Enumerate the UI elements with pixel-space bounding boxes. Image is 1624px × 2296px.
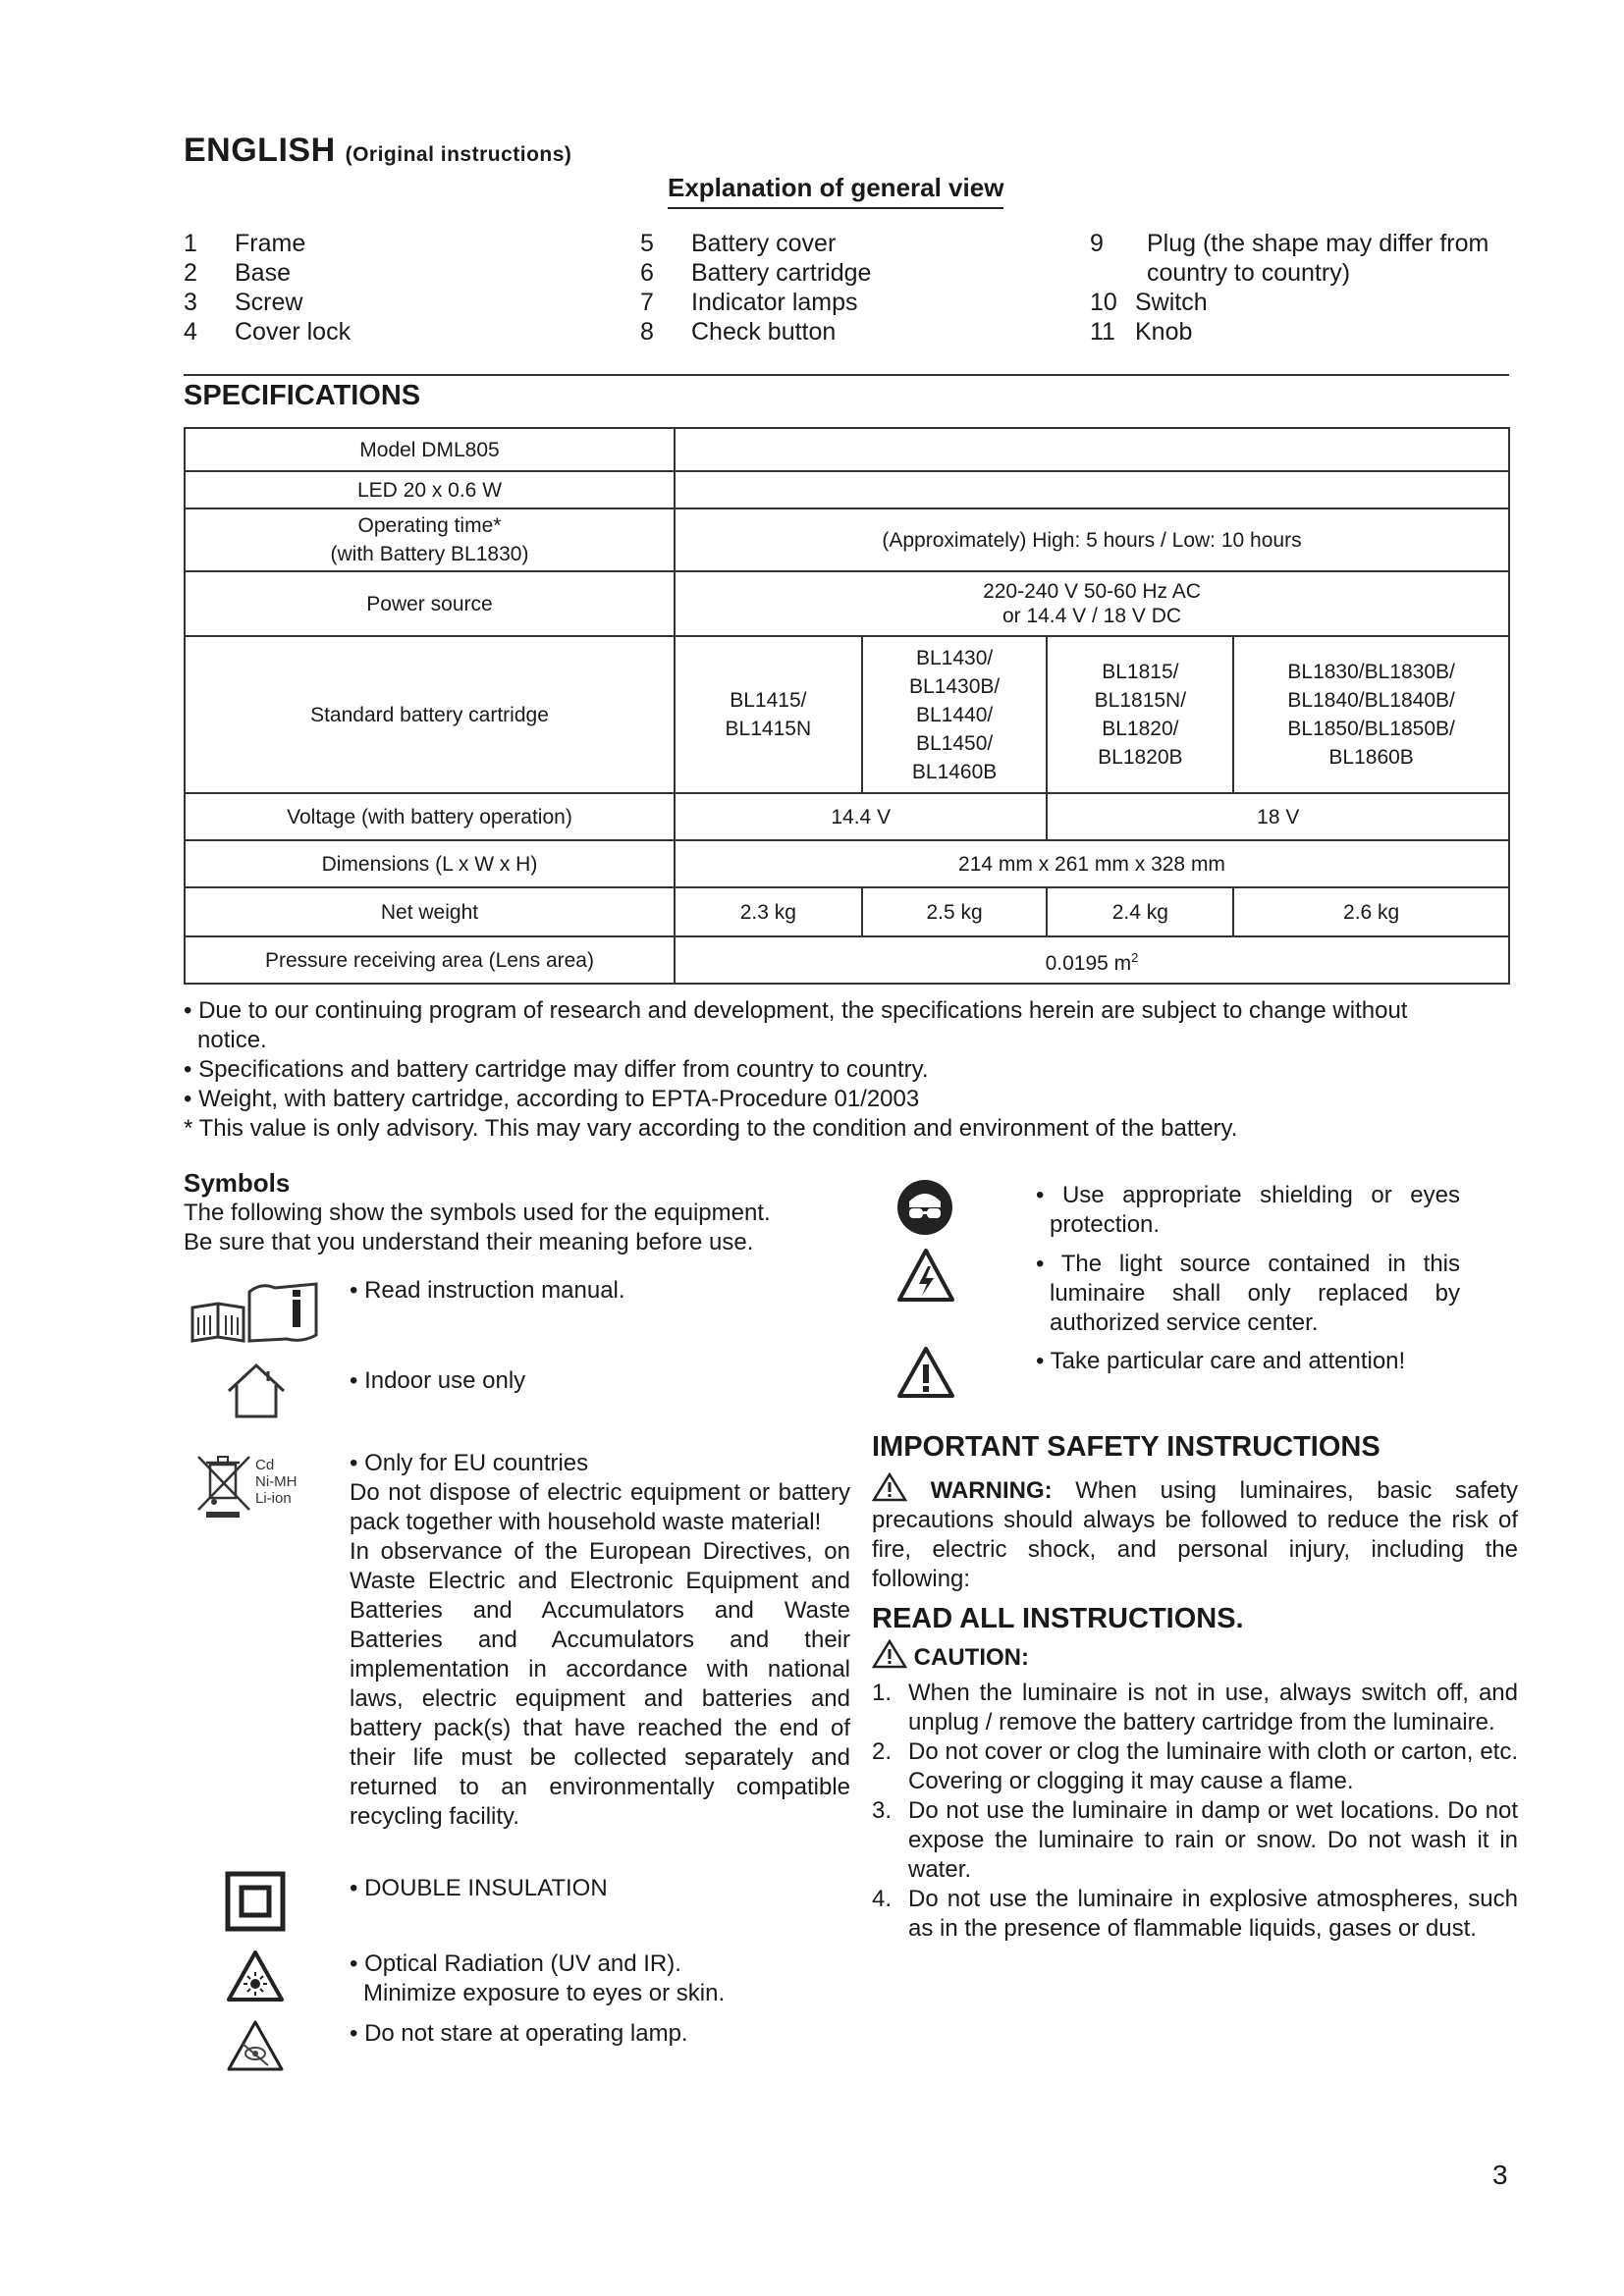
eu-disposal-text: • Only for EU countries Do not dispose of electric equipment or battery pack together with household waste material! In observance of the European Directives, on Waste Electric and Electronic Equipment and Batteries and Accumulators and Waste Batteries and Accumulators and their implementation in accordance with national laws, electric equipment and batteries and battery pack(s) that have reached the end of their life must be collected separately and returned to an environmentally compatible recycling facility. [350, 1450, 850, 1830]
empty-cell [675, 428, 1509, 471]
voltage-value-18v: 18 V [1047, 793, 1509, 840]
table-row [185, 840, 1509, 887]
page-number: 3 [1492, 2160, 1508, 2190]
do-not-stare-icon [225, 2018, 286, 2073]
battery-col-2: BL1430/ BL1430B/ BL1440/ BL1450/ BL1460B [862, 636, 1048, 793]
warning-paragraph [872, 1472, 1518, 1594]
warning-label: WARNING: [930, 1477, 1053, 1504]
crossed-bin-icon [194, 1451, 257, 1522]
double-insulation-text: • DOUBLE INSULATION [350, 1875, 608, 1901]
list-item: 2. Do not cover or clog the luminaire with cloth or carton, etc. Covering or clogging it may cause a flame. [872, 1738, 1518, 1794]
caution-icon [872, 1639, 907, 1669]
read-manual-icon [189, 1276, 326, 1347]
part-item: 6 Battery cartridge [640, 259, 872, 287]
optical-radiation-warning-icon [225, 1949, 286, 2003]
list-item: 3. Do not use the luminaire in damp or wet locations. Do not expose the luminaire to rain or snow. Do not wash it in water. [872, 1797, 1518, 1883]
caution-heading: CAUTION: [872, 1639, 1029, 1673]
weight-value: 2.3 kg [675, 887, 862, 936]
parts-list-col-1 [184, 229, 351, 347]
note: • Weight, with battery cartridge, according to EPTA-Procedure 01/2003 [184, 1086, 920, 1112]
battery-col-3: BL1815/ BL1815N/ BL1820/ BL1820B [1047, 636, 1233, 793]
eye-protection-icon [895, 1178, 954, 1237]
spec-notes [184, 996, 1519, 1144]
part-item: 8 Check button [640, 318, 837, 346]
parts-list-col-3 [1090, 229, 1489, 347]
warning-icon [872, 1472, 907, 1502]
symbols-heading: Symbols [184, 1168, 291, 1198]
caution-list [872, 1679, 1518, 1944]
indoor-text: • Indoor use only [350, 1367, 526, 1394]
warning-text: When using luminaires, basic safety precautions should always be followed to reduce the risk of fire, electric shock, and personal injury, including the following: [872, 1477, 1518, 1592]
table-row [185, 428, 1509, 471]
battery-col-1: BL1415/ BL1415N [675, 636, 862, 793]
model-cell: Model DML805 [185, 428, 675, 471]
part-item-continuation: country to country) [1147, 259, 1351, 287]
voltage-value-14v: 14.4 V [675, 793, 1048, 840]
part-item: 2 Base [184, 259, 291, 287]
weight-value: 2.4 kg [1047, 887, 1233, 936]
part-item: 4 Cover lock [184, 318, 352, 346]
general-view-title: Explanation of general view [668, 173, 1003, 209]
power-source-value: 220-240 V 50-60 Hz AC or 14.4 V / 18 V DC [675, 571, 1509, 636]
read-all-heading: READ ALL INSTRUCTIONS. [872, 1603, 1244, 1634]
empty-cell [675, 471, 1509, 508]
table-row [185, 571, 1509, 636]
part-item: 10 Switch [1090, 289, 1208, 316]
table-row [185, 471, 1509, 508]
optical-radiation-text: • Optical Radiation (UV and IR). Minimize exposure to eyes or skin. [350, 1950, 726, 2006]
battery-label: Standard battery cartridge [185, 636, 675, 793]
voltage-label: Voltage (with battery operation) [185, 793, 675, 840]
part-item: 5 Battery cover [640, 230, 837, 257]
section-divider [184, 374, 1509, 376]
indoor-house-icon [225, 1362, 288, 1420]
read-manual-text: • Read instruction manual. [350, 1277, 625, 1304]
table-row [185, 936, 1509, 984]
parts-list-col-2 [640, 229, 871, 347]
safety-heading: IMPORTANT SAFETY INSTRUCTIONS [872, 1431, 1380, 1463]
note: • Due to our continuing program of research and development, the specifications herein are subject to change without [184, 997, 1408, 1024]
dimensions-value: 214 mm x 261 mm x 328 mm [675, 840, 1509, 887]
table-row [185, 508, 1509, 571]
care-text: • Take particular care and attention! [1036, 1348, 1406, 1374]
note: notice. [197, 1027, 267, 1053]
list-item: 1. When the luminaire is not in use, always switch off, and unplug / remove the battery cartridge from the luminaire. [872, 1680, 1518, 1735]
part-item: 11 Knob [1090, 318, 1193, 346]
light-source-text: • The light source contained in this luminaire shall only replaced by authorized service center. [1036, 1251, 1460, 1336]
specifications-heading: SPECIFICATIONS [184, 380, 421, 411]
symbols-intro: The following show the symbols used for the equipment. Be sure that you understand their meaning before use. [184, 1200, 771, 1255]
bin-chemistry-labels: Cd Ni-MH Li-ion [255, 1457, 298, 1507]
battery-col-4: BL1830/BL1830B/ BL1840/BL1840B/ BL1850/BL1850B/ BL1860B [1233, 636, 1509, 793]
language-note: (Original instructions) [345, 143, 572, 166]
specifications-table [184, 427, 1510, 985]
language-heading: ENGLISH [184, 132, 336, 169]
table-row [185, 793, 1509, 840]
operating-time-value: (Approximately) High: 5 hours / Low: 10 hours [675, 508, 1509, 571]
caution-warning-icon [895, 1345, 956, 1400]
part-item: 3 Screw [184, 289, 303, 316]
part-item: 9 Plug (the shape may differ from [1090, 230, 1489, 257]
page-title [184, 132, 571, 170]
part-item: 7 Indicator lamps [640, 289, 858, 316]
shielding-text: • Use appropriate shielding or eyes protection. [1036, 1182, 1460, 1238]
note: * This value is only advisory. This may vary according to the condition and environment of the battery. [184, 1115, 1238, 1142]
table-row [185, 636, 1509, 793]
pressure-label: Pressure receiving area (Lens area) [185, 936, 675, 984]
weight-label: Net weight [185, 887, 675, 936]
dimensions-label: Dimensions (L x W x H) [185, 840, 675, 887]
led-cell: LED 20 x 0.6 W [185, 471, 675, 508]
electrical-hazard-icon [895, 1247, 956, 1304]
part-item: 1 Frame [184, 230, 306, 257]
list-item: 4. Do not use the luminaire in explosive atmospheres, such as in the presence of flammable liquids, gases or dust. [872, 1886, 1518, 1942]
no-stare-text: • Do not stare at operating lamp. [350, 2020, 688, 2047]
weight-value: 2.5 kg [862, 887, 1048, 936]
pressure-value: 0.0195 $m^2$ [675, 936, 1509, 984]
operating-time-label: Operating time* (with Battery BL1830) [185, 508, 675, 571]
double-insulation-icon [225, 1871, 286, 1932]
note: • Specifications and battery cartridge may differ from country to country. [184, 1056, 929, 1083]
power-source-label: Power source [185, 571, 675, 636]
table-row [185, 887, 1509, 936]
weight-value: 2.6 kg [1233, 887, 1509, 936]
